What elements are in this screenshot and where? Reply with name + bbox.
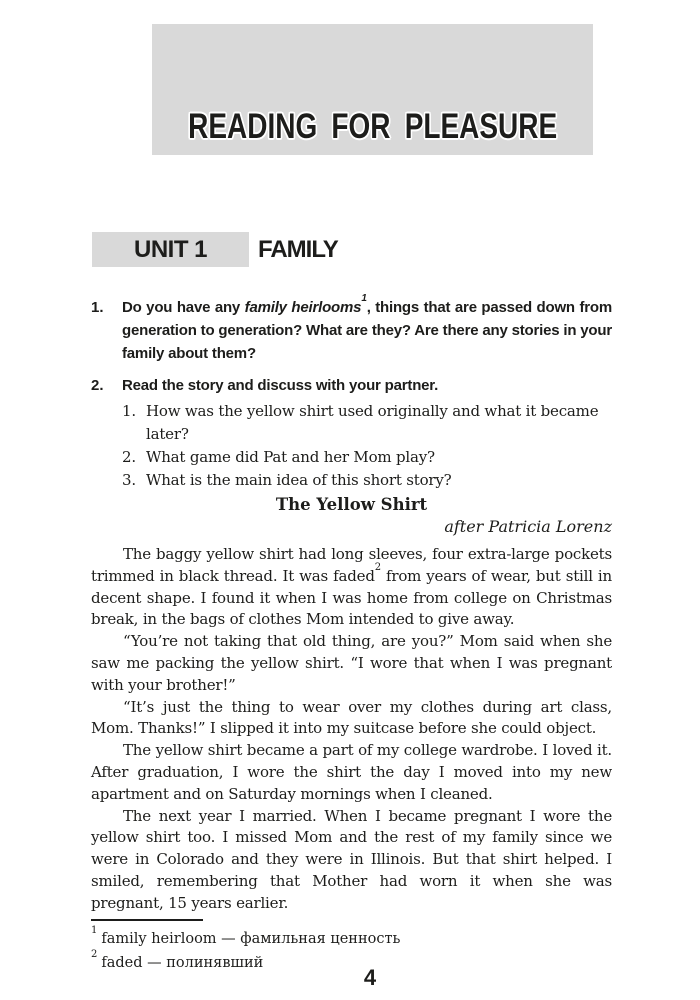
chapter-title: READING FOR PLEASURE [187,107,558,146]
task-2-instruction: Read the story and discuss with your partner. [122,377,439,394]
footnote-ref-2: 2 [374,561,381,573]
story-paragraph-3: “It’s just the thing to wear over my clothes during art class, Mom. Thanks!” I slipped it into my suitcase before she could object. [91,697,612,738]
footnote-1 [91,925,612,949]
footnote-2-number: 2 [91,948,98,960]
question-3-number: 3. [122,471,136,489]
chapter-banner [152,24,593,155]
page-content [91,293,612,915]
discussion-questions [91,400,612,492]
footnote-1-number: 1 [91,925,98,936]
footnote-divider [91,919,203,921]
question-item-3 [122,469,612,492]
unit-header [92,232,338,267]
story-paragraph-4: The yellow shirt became a part of my college wardrobe. I loved it. After graduation, I wore the shirt the day I moved into my new apartment and on Saturday mornings when I cleaned. [91,741,612,803]
unit-title: FAMILY [258,235,338,263]
question-2-text: What game did Pat and her Mom play? [146,448,435,466]
story-paragraph-2: “You’re not taking that old thing, are you?” Mom said when she saw me packing the yellow shirt. “I wore that when I was pregnant with your brother!” [91,632,612,694]
footnote-ref-1: 1 [361,293,367,304]
glossary-term-family-heirlooms: family heirlooms [244,299,362,316]
story-title: The Yellow Shirt [275,495,428,514]
footnote-1-text: family heirloom — фамильная ценность [101,930,401,947]
task-1-text-start: Do you have any [122,299,245,316]
page-number: 4 [363,965,377,990]
task-1-text-end: , things that are passed down from generation to generation? What are they? Are there any stories in your family about them? [122,299,612,362]
task-2-number: 2. [91,377,104,394]
story-author: after Patricia Lorenz [444,517,612,536]
question-1-number: 1. [122,402,136,420]
story-paragraph-1 [91,544,612,631]
task-1 [91,293,612,365]
story-paragraph-5: The next year I married. When I became pregnant I wore the yellow shirt too. I missed Mom and the rest of my family since we were in Colorado and they were in Illinois. But that shirt helped. I smiled, remembering that Mother had worn it when she was pregnant, 15 years earlier. [91,806,612,912]
task-1-number: 1. [91,299,104,316]
question-item-2 [122,446,612,469]
footnote-2-text: faded — полинявший [101,954,264,971]
story-paragraph-1-start: The baggy yellow shirt had long sleeves, four extra-large pockets trimmed in black thread. It was faded [91,545,612,585]
question-2-number: 2. [122,448,136,466]
question-3-text: What is the main idea of this short story? [146,471,452,489]
task-2 [91,374,612,397]
story-paragraph-1-end: from years of wear, but still in decent shape. I found it when I was home from college on Christmas break, in the bags of clothes Mom intended to give away. [91,566,612,629]
task-1-instruction [122,293,612,365]
question-1-text: How was the yellow shirt used originally and what it became later? [146,402,599,443]
unit-label: UNIT 1 [92,232,249,267]
question-item-1 [122,400,612,446]
